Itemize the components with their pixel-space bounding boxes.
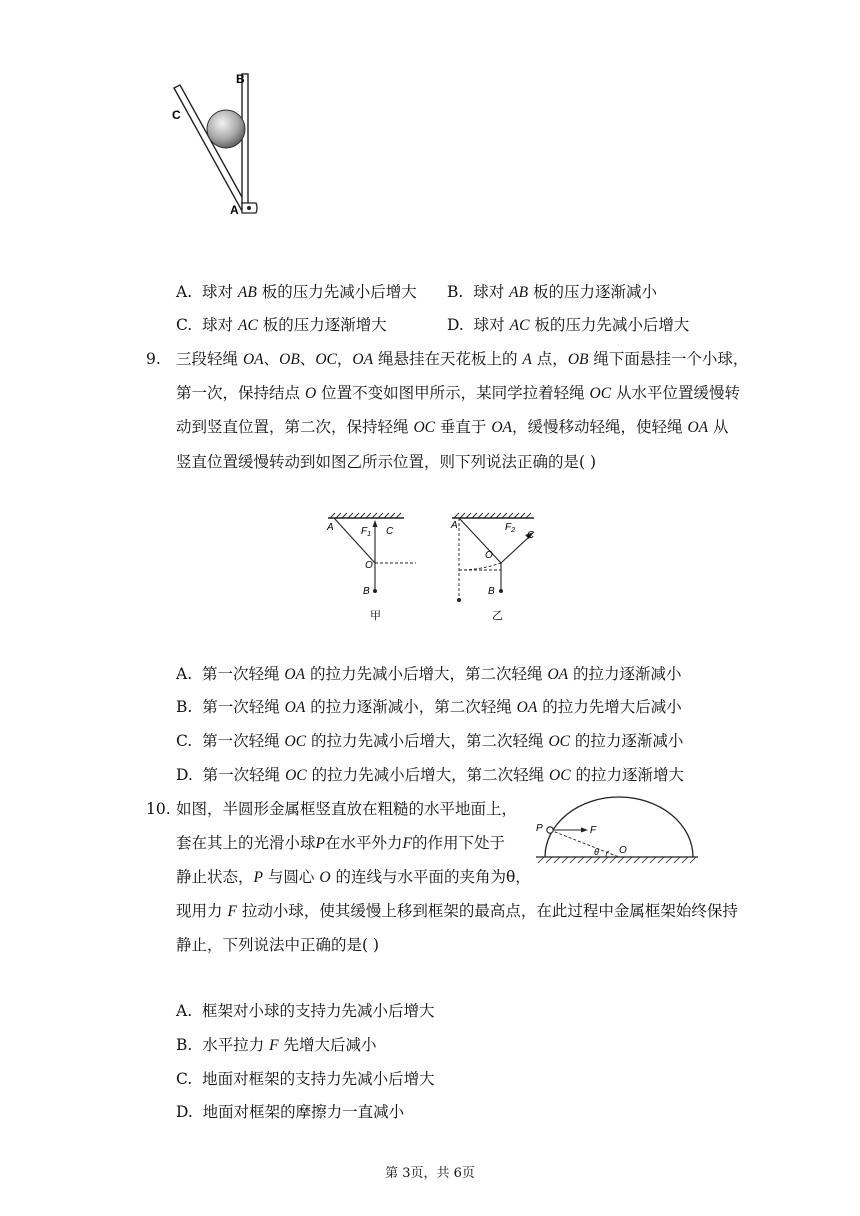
q10-stem-line-1: 如图，半圆形金属框竖直放在粗糙的水平地面上， <box>176 800 518 818</box>
svg-text:A: A <box>327 522 334 533</box>
option-text: 球对 <box>201 283 238 301</box>
option-text: 球对 <box>473 283 510 301</box>
q9-stem-line-3: 动到竖直位置，第二次，保持轻绳 OC 垂直于 OA，缓慢移动轻绳，使轻绳 OA 从 <box>176 418 729 436</box>
q8-option-c[interactable] <box>176 315 387 336</box>
q10-number: 10. <box>146 800 171 818</box>
option-text: 球对 <box>202 316 239 334</box>
q8-label-c: C <box>172 108 181 122</box>
q8-figure-ball-boards <box>160 68 270 218</box>
option-italic: AB <box>237 284 257 301</box>
option-text: 板的压力先减小后增大 <box>256 283 417 301</box>
q8-label-b: B <box>236 72 245 86</box>
q9-option-c[interactable]: C. 第一次轻绳 OC 的拉力先减小后增大，第二次轻绳 OC 的拉力逐渐减小 <box>176 732 684 750</box>
q9-stem-line-4: 竖直位置缓慢转动到如图乙所示位置，则下列说法正确的是( ) <box>176 453 597 471</box>
option-italic: AC <box>238 317 258 334</box>
q8-option-b[interactable] <box>447 282 657 303</box>
svg-text:O: O <box>365 560 373 571</box>
q10-stem-line-3: 静止状态，P 与圆心 O 的连线与水平面的夹角为θ， <box>176 868 531 886</box>
option-text: 板的压力先减小后增大 <box>529 316 690 334</box>
option-text: 球对 <box>473 316 510 334</box>
svg-text:P: P <box>536 823 543 834</box>
option-text: 板的压力逐渐减小 <box>528 283 657 301</box>
option-letter: D. <box>447 316 464 334</box>
q10-option-c[interactable]: C. 地面对框架的支持力先减小后增大 <box>176 1070 435 1088</box>
svg-text:B: B <box>488 586 495 597</box>
q9-stem-line-2: 第一次，保持结点 O 位置不变如图甲所示，某同学拉着轻绳 OC 从水平位置缓慢转 <box>176 384 740 402</box>
q9-number: 9. <box>146 350 161 368</box>
q10-figure-semicircle-frame <box>532 795 702 865</box>
q8-label-a: A <box>230 203 239 217</box>
q9-stem-line-1: 三段轻绳 OA、OB、OC，OA 绳悬挂在天花板上的 A 点，OB 绳下面悬挂一个小球， <box>176 350 749 368</box>
option-letter: A. <box>176 283 193 301</box>
svg-text:O: O <box>619 845 627 856</box>
option-italic: AB <box>509 284 529 301</box>
q10-option-a[interactable]: A. 框架对小球的支持力先减小后增大 <box>176 1002 435 1020</box>
svg-text:F1: $F_1$ <box>361 526 372 538</box>
option-letter: B. <box>447 283 464 301</box>
q8-option-d[interactable] <box>447 315 689 336</box>
q10-option-b[interactable]: B. 水平拉力 F 先增大后减小 <box>176 1036 377 1054</box>
q10-stem-line-2: 套在其上的光滑小球P在水平外力F的作用下处于 <box>176 834 505 852</box>
svg-text:C: C <box>386 526 394 537</box>
option-letter: C. <box>176 316 193 334</box>
q9-figure-ropes <box>320 508 550 628</box>
q10-stem-line-5: 静止，下列说法中正确的是( ) <box>176 936 380 954</box>
svg-text:F: F <box>590 825 597 836</box>
option-text: 板的压力逐渐增大 <box>257 316 387 334</box>
q10-option-d[interactable]: D. 地面对框架的摩擦力一直减小 <box>176 1103 405 1121</box>
q8-option-a[interactable] <box>176 282 417 303</box>
svg-text:甲: 甲 <box>370 610 381 622</box>
q9-option-b[interactable]: B. 第一次轻绳 OA 的拉力逐渐减小，第二次轻绳 OA 的拉力先增大后减小 <box>176 698 682 716</box>
svg-text:θ: θ <box>594 847 599 857</box>
svg-text:C: C <box>527 530 535 541</box>
q9-option-d[interactable]: D. 第一次轻绳 OC 的拉力先减小后增大，第二次轻绳 OC 的拉力逐渐增大 <box>176 766 684 784</box>
q10-stem-line-4: 现用力 F 拉动小球，使其缓慢上移到框架的最高点，在此过程中金属框架始终保持 <box>176 902 738 920</box>
svg-text:A: A <box>451 520 458 531</box>
svg-text:乙: 乙 <box>492 610 503 622</box>
svg-text:B: B <box>363 586 370 597</box>
svg-text:O: O <box>485 550 493 561</box>
page-footer: 第 3页，共 6页 <box>385 1166 475 1181</box>
option-italic: AC <box>509 317 530 334</box>
svg-text:F2: $F_2$ <box>505 522 516 534</box>
q9-option-a[interactable]: A. 第一次轻绳 OA 的拉力先减小后增大，第二次轻绳 OA 的拉力逐渐减小 <box>176 665 682 683</box>
